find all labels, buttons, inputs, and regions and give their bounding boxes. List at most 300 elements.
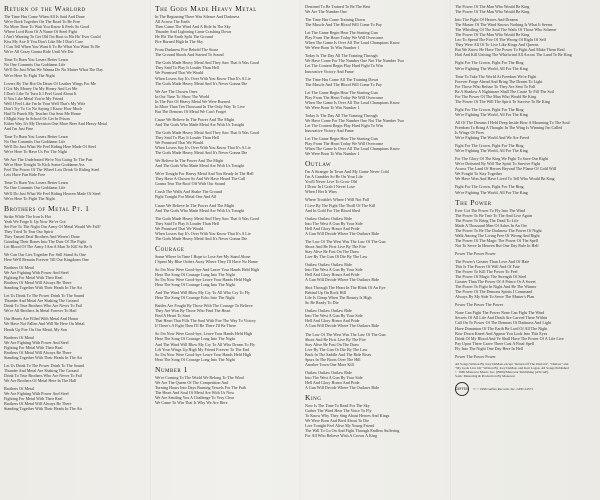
stanza xyxy=(455,156,598,181)
song-the-power xyxy=(455,198,598,359)
lyric-line: I Draw In I Grab I Never Lose xyxy=(305,184,355,190)
lyric-line: Live Tonight Feel Alive My Young Friend xyxy=(305,423,375,429)
lyric-line: Always By My Side To Serve The Master's Plan xyxy=(455,294,535,300)
lyric-line: Life Is Cheap When The Bounty Is High xyxy=(305,295,372,301)
lyric-line: Set Fire To The Night Our Army Of Metal Would We Fall? xyxy=(4,223,101,229)
lyric-line: This Is The Power Of Will And Of Fate xyxy=(455,264,520,270)
lyric-line: They Said To Play It Louder Than Hell xyxy=(155,65,220,71)
stanza xyxy=(455,107,598,117)
lyric-line: We're Tonight For Heavy Metal And You Ready In The Hell xyxy=(155,171,254,177)
lyric-line: Let Blood Of The Army I Am A Man To Kill So Be It xyxy=(4,243,92,249)
lyric-line: Standing Together With Their Heads In The Air xyxy=(4,285,83,291)
song-title: Number 1 xyxy=(155,364,188,374)
lyric-line: We Are Brothers Of Metal Here In The Hall xyxy=(4,377,77,383)
column-1 xyxy=(4,4,147,496)
lyric-line: We Are The Number One xyxy=(305,9,347,15)
lyric-line: We're All Brothers In Metal Forever To Hail xyxy=(4,308,77,314)
lyric-line: Brothers Of Metal Will Always Be There xyxy=(4,280,72,286)
lyric-line: The Power To Be The Darkness The Power Of Night xyxy=(455,227,542,233)
lyric-line: Brothers Of Metal xyxy=(4,265,35,271)
lyric-line: I Might Stay In School Or Get In Prison xyxy=(4,115,70,121)
stanza xyxy=(155,89,298,114)
lyric-line: And The Wind Will Blow My Cry To All Who Dream To Fly xyxy=(155,341,256,347)
credit-line: © 1985 Manowar Music, Inc. (BMI)/Manowar Publishing (ASCAP). xyxy=(455,370,549,375)
lyric-line: Forever Forge Ahead And Bring The Dream To Light xyxy=(455,78,543,84)
lyric-line: Fire Burned High In The Sky xyxy=(155,39,204,45)
lyric-line: Fighting For Metal With Their Real xyxy=(4,396,63,402)
stanza xyxy=(4,386,147,411)
lyric-line: Outlaw Outlaw Outlaw Ride xyxy=(305,308,352,314)
lyric-line: Pay Upon There Grave There Cast A Final Spell xyxy=(455,340,534,346)
lyric-line: Hear The Song Of Courage Long Into The Night xyxy=(155,271,235,277)
lyric-line: No More Time To Wait You Know It Feels So Good xyxy=(4,24,90,30)
stanza xyxy=(305,332,448,367)
lyric-line: Let The Game Begin Hear The Starting Gun xyxy=(305,89,378,95)
lyric-line: We Came To Win That Is Why We Are Here xyxy=(155,399,228,405)
stanza xyxy=(305,53,448,73)
lyric-line: To Know Why They Sing About Heroes And Kings xyxy=(305,413,390,419)
stanza xyxy=(155,47,298,57)
stanza xyxy=(155,171,298,186)
lyric-line: The Power To Kill The Power To Feel xyxy=(455,269,518,275)
lyric-line: So I'm Now Were Good-bye Leave Your Hands Held High xyxy=(155,277,252,283)
lyric-line: We Were Born To Win Number 1 xyxy=(305,104,360,110)
lyric-line: We'll Do Just What We Feel Riding Here Made Of Steel xyxy=(4,144,97,150)
lyric-line: Outlaw Outlaw Outlaw Ride xyxy=(305,261,352,267)
lyric-line: And The Gods Who Made Metal Are With Us Tonight xyxy=(155,163,244,169)
stanza xyxy=(4,180,147,200)
lyric-line: Walk Among The Living Free Of Wrong And Right xyxy=(455,232,540,238)
lyric-line: Hell And Glory Honor And Pride xyxy=(305,318,360,324)
song-title: Outlaw xyxy=(305,159,332,169)
lyric-line: I Can Tell When You Want It To Be What You Want To Be xyxy=(4,44,100,50)
lyric-line: The Power To Fight In Night And Be The Winner xyxy=(455,284,537,290)
lyric-line: We're Here To Have Us For The Night xyxy=(4,149,68,155)
lyric-line: Hear The Song Of Courage Long Into The Night xyxy=(155,282,235,288)
lyric-line: The Law Of The West Was The Law Of The Gun xyxy=(305,331,386,337)
lyric-line: The Power Of The Man Who Would Be King xyxy=(455,32,530,38)
lyric-line: Power The Power Power xyxy=(455,250,496,256)
stanza xyxy=(455,251,598,256)
lyric-line: We Believe In The Power And The Might xyxy=(155,158,224,164)
stanza xyxy=(455,259,598,299)
lyric-line: When The Game Is Over All The Loud Champions Know xyxy=(305,40,400,46)
lyric-line: For The Power Of The Man Who Would Be King xyxy=(455,93,537,99)
lyric-line: Outlaw Outlaw Outlaw Ride xyxy=(305,369,352,375)
lyric-line: I Ain't Wanting To Get Old I'm Bout to Hit Ho' Ever Could xyxy=(4,34,101,40)
stanza xyxy=(455,208,598,248)
lyric-line: Play From The Heart Today We Will Overcome xyxy=(305,141,384,147)
credit-line: All Songs Written By Joey DeMaio except "Return Of The Warlord", "Outlaw" and xyxy=(455,361,569,366)
stanza xyxy=(4,214,147,249)
lyric-line: I Live By The Fight The Thrill Of The Kill xyxy=(305,202,376,208)
lyric-line: Hear The Song Of Courage Long Into The Night xyxy=(155,356,235,362)
column-4 xyxy=(455,4,598,496)
lyric-line: Fighting For Metal With Their Real xyxy=(4,275,63,281)
lyric-line: Into The West A Gun By Your Side xyxy=(305,220,363,226)
lyric-line: No One Commits Our Goddamn Life xyxy=(4,62,66,68)
stanza xyxy=(4,252,147,262)
stanza xyxy=(4,14,147,54)
lyric-line: If There's A Fight Then I'll Be There I'll Be There xyxy=(155,323,237,329)
lyric-line: Stay Alive Be Fast On The Draw xyxy=(305,341,360,347)
lyric-line: They Have A Chosen So And We Have Heard The Call xyxy=(155,176,246,182)
stanza xyxy=(455,17,598,57)
lyric-line: We're Fighting The World And We Are Freed xyxy=(455,135,529,141)
stanza xyxy=(305,239,448,259)
lyric-line: When I Bet It Wins xyxy=(305,189,337,195)
lyric-line: Our Hearts Are Filled With Metal And Honor xyxy=(4,316,79,322)
song-brothers-of-metal-pt-1 xyxy=(4,204,147,412)
lyric-line: We're Here To Fight The Night xyxy=(4,72,55,78)
lyric-line: We're Here To Fight The Night xyxy=(4,195,55,201)
song-king xyxy=(305,393,448,438)
lyric-line: Heads Up Fire On Our Metal, My Son xyxy=(4,326,67,332)
lyric-line: We Are The Queen Of The Competition And xyxy=(155,379,229,385)
lyric-line: We Were Born To Win Number 1 xyxy=(305,45,360,51)
lyric-line: A Gun Will Decide Where The Outlaws Ride xyxy=(305,230,380,236)
lyric-line: Back In The Saddle And The Ride Rises xyxy=(305,351,372,357)
lyric-line: A Gun Will Decide Where The Outlaws Ride xyxy=(305,385,380,390)
lyric-line: The Power Of The Magic The Power Of The Spell xyxy=(455,237,538,243)
stanza xyxy=(305,30,448,50)
song-title: King xyxy=(305,393,322,403)
stanza xyxy=(455,354,598,359)
lyric-line: A Gun Will Decide Where The Outlaws Ride xyxy=(305,277,380,283)
song-title: The Gods Made Heavy Metal xyxy=(155,4,257,13)
lyric-line: Outlaw Outlaw Outlaw Ride xyxy=(305,215,352,221)
lyric-line: We Are Fighting With Power And Steel xyxy=(4,391,69,397)
lyric-line: Fight For The Crown, Fight For The Ring xyxy=(455,184,524,190)
stanza xyxy=(4,57,147,77)
stanza xyxy=(155,375,298,405)
stanza xyxy=(155,267,298,287)
lyric-line: Not To Serve In Heaven But One Day Rule In Hell xyxy=(455,242,539,248)
stanza xyxy=(4,316,147,331)
label-block xyxy=(455,382,598,396)
lyric-line: The Gods Made Heavy Metal And They Saw That It Was Good xyxy=(155,215,259,221)
stanza xyxy=(305,17,448,27)
lyric-line: They Said To Play It Louder Than Hell xyxy=(155,134,220,140)
lyric-line: The Muscle And The Blood Will Come To Pay xyxy=(305,81,382,87)
stanza xyxy=(305,308,448,328)
lyric-line: You'll Never Live To Grow Old xyxy=(305,179,357,185)
lyric-line: The Power To Be True To The And Live Again xyxy=(455,212,532,218)
stanza xyxy=(4,134,147,154)
fold-line xyxy=(150,0,152,500)
lyric-line: The Power Of The Man Who Would Be King xyxy=(455,9,530,15)
lyric-line: Let The Game Begin Hear The Starting Gun xyxy=(305,136,378,142)
lyric-line: We Promised That We Would xyxy=(155,70,204,76)
lyric-line: We Have Won And Have Lived To Tell Who Would Be King xyxy=(455,176,555,182)
lyric-line: All Across The Earth xyxy=(155,19,190,25)
lyric-line: The Master Of The Wind Knows Nothing Is What It Seems xyxy=(455,22,553,28)
song-continued-2 xyxy=(305,4,448,156)
lyric-line: Crush The Walls And Shake The Ground xyxy=(155,189,222,195)
song-title: The Power xyxy=(455,197,492,207)
lyric-line: We'll Do Just What We Wanna Do No Matter What The Day xyxy=(4,67,104,73)
lyric-line: Let The Game Begin Hear The Starting Gun xyxy=(305,30,378,36)
lyric-line: Lift Your Wings Up High My Friend Forever To The End xyxy=(155,346,250,352)
lyric-line: The Power's Greater Than Love And Of Hate xyxy=(455,258,530,264)
stanza xyxy=(155,189,298,199)
lyric-line: Brothers Of Metal xyxy=(4,386,35,391)
lyric-line: Behind Up On Rock Hill xyxy=(305,290,346,296)
lyric-line: Drink To True Brothers Who Are Never To Fail xyxy=(4,303,82,309)
stanza xyxy=(305,169,448,194)
lyric-line: We're Coming To The World We Belong To The Wind xyxy=(155,374,244,380)
lyric-line: We're All Crazy Gonna Ride Until We Die xyxy=(4,49,74,55)
song-outlaw xyxy=(305,159,448,390)
stanza xyxy=(455,4,598,14)
label-logo-icon: GEFFEN xyxy=(455,382,469,396)
lyric-line: Hail And Kill Uniting The Whirlwind All Across The Land To Be King xyxy=(455,52,572,58)
stanza xyxy=(455,310,598,350)
lyric-line: And In Gold For The Blood Shed xyxy=(305,207,360,213)
stanza xyxy=(155,290,298,300)
lyric-line: Standing Together With Their Heads In The Air xyxy=(4,354,83,360)
lyric-line: We're Fighting The World, All For The King xyxy=(455,148,528,154)
lyric-line: Now Is The Time To Read For The Sky xyxy=(305,403,370,409)
lyric-line: Is Wings Of Fires xyxy=(455,130,484,136)
lyric-line: Hell And Glory Honor And Pride xyxy=(305,272,360,278)
lyric-line: Gonna Tear The Roof Off With Our Sound xyxy=(155,181,226,187)
lyric-line: No One Commits Our Goddamn Life xyxy=(4,139,66,145)
lyric-line: Greater Than The Power Of A Prince Or A Sweet xyxy=(455,279,536,285)
lyric-line: Today Is The Day All The Training Through xyxy=(305,53,378,59)
lyric-line: The Power Of Magic The Strength Of Steel xyxy=(455,274,527,280)
lyric-line: We're Fighting The World, All For The King xyxy=(455,189,528,195)
lyric-line: Gather The Wind Hear The Voice To Fly xyxy=(305,408,372,414)
lyric-line: We Have Come For The Number One Not The Number Two xyxy=(305,117,405,123)
lyric-line: If You Like Metal You're My Friend xyxy=(4,95,64,101)
lyric-line: Have Dominion Of The Earth Be Lord Of All The Night xyxy=(455,325,548,331)
lyric-line: Live By The Gun Of Die By The Law xyxy=(305,253,368,259)
lyric-line: We're Fighting The World, All For The King xyxy=(455,111,528,117)
lyric-line: I'm A Stranger In Town And My Game Never Cold xyxy=(305,169,389,175)
lyric-line: Into The West A Gun By Your Side xyxy=(305,313,363,319)
lyric-line: They Were All Of To Live Like Kings And Queens xyxy=(455,42,539,48)
stanza xyxy=(4,81,147,131)
lyric-line: Then Came The Wind And A Hole In The Sky xyxy=(155,24,231,30)
fold-line xyxy=(450,0,452,500)
lyric-line: Drink Of My Blood And Ye Shall Have The Power Of A Life Live xyxy=(455,335,564,341)
lyric-line: The Time Has Come All The Training Down xyxy=(305,76,379,82)
lyric-line: Let The Content Begin Play Hard Fight To Win xyxy=(305,63,383,69)
stanza xyxy=(305,285,448,305)
stanza xyxy=(155,158,298,168)
lyric-line: The Gods Made Heavy Metal And They Saw That It Was Good xyxy=(155,60,259,66)
lyric-line: Freedom To Bring A Thought In The Wing Is Winning I'm Called xyxy=(455,124,563,130)
lyric-line: The Heart And Soul Of Metal Are With Us Now xyxy=(155,389,235,395)
lyric-line: Battles Are Fought By Those With The Courage To Believe xyxy=(155,303,253,309)
lyric-line: Had To Punch My Teacher Out Sent Me Home xyxy=(4,110,81,116)
lyric-line: Live By The Gun Or Die By The Law xyxy=(305,346,368,352)
lyric-line: I Don't Like To Turn It I Feel Good About It xyxy=(4,90,77,96)
lyric-line: I Spent My Blue Orders Away Where They I'll Have No Home xyxy=(155,258,258,264)
lyric-line: In The Beginning There Was Silence And Darkness xyxy=(155,14,240,19)
lyric-line: No One Commits Our Goddamn Life xyxy=(4,185,66,191)
stanza xyxy=(305,77,448,87)
lyric-line: We'll Do Just What We Feel Riding Heaven Made Of Steel xyxy=(4,190,101,196)
lyric-line: Grinding Their Bones Into The Dust Of The Fight xyxy=(4,238,86,244)
lyric-line: Across The Land Of Heroes Beyond The Flame Of Gold Will xyxy=(455,166,557,172)
stanza xyxy=(155,203,298,213)
lyric-line: Time To Burn You Losers Better Learn xyxy=(4,57,68,63)
lyric-line: We Were Born And Bred About To Die xyxy=(305,418,370,424)
stanza xyxy=(455,74,598,104)
stanza xyxy=(155,130,298,155)
lyric-line: Ever Got The Power To Fly Into The Wind xyxy=(455,207,526,213)
stanza xyxy=(4,363,147,383)
lyric-line: Here We'll Remain Forever Till Our Kingdoms One xyxy=(4,256,89,262)
lyric-line: Thunder And Lightning Came Crashing Down xyxy=(155,29,232,35)
lyric-line: Lovers By The Hot On Dawn Of Leather Wings For Me xyxy=(4,80,97,86)
lyric-line: The Whistling Of The Soul The Wails Of Those Who Scheme xyxy=(455,27,557,33)
lyric-line: The Time Has Come Training Down xyxy=(305,17,365,23)
lyric-line: The Muscle And The Blood Will Come To Pay xyxy=(305,22,382,28)
stanza xyxy=(155,216,298,241)
lyric-line: For All Who Believe Wish A Crown A King xyxy=(305,433,378,439)
lyric-line: Kiss My Axe If You Don't Like Me I Don't Care xyxy=(4,39,83,45)
stanza xyxy=(455,143,598,153)
lyric-line: But We Know He Have The Power To Fight And Make Them Real xyxy=(455,47,565,53)
lyric-line: Bow Down Kneel And Appear You Look Into This Eyes xyxy=(455,330,548,336)
lyric-line: Where Trouble's Where I Will Not Fall xyxy=(305,197,369,203)
lyric-line: None Can Fight The Power None Can Fight The Wind xyxy=(455,310,545,316)
lyric-line: Time To Burn You Losers Better Learn xyxy=(4,134,68,140)
lyric-line: We Fought To Stay Together xyxy=(455,171,502,177)
lyric-line: The Law Of The West Was The Law Of The Gun xyxy=(305,238,386,244)
lyric-line: I Got My Money On My Honey And Let Me xyxy=(4,85,78,91)
stanza xyxy=(305,262,448,282)
lyric-line: We Promised That We Would xyxy=(155,140,204,146)
lyric-line: For The Glory Of The King We Fight To Save Our Right xyxy=(455,156,549,162)
lyric-line: We're Defeated By Will The Spirit To Survive Fight xyxy=(455,161,541,167)
stanza xyxy=(4,293,147,313)
lyric-line: When Losers Say It's Over With You Know That It's A Lie xyxy=(155,230,251,236)
lyric-line: They Are Won By Those Who Find The Heart xyxy=(155,308,231,314)
lyric-line: Shoot And Be First Live By The Fire xyxy=(305,243,366,249)
lyric-line: When Losers Say It's Over With You Know That It's A Lie xyxy=(155,145,251,151)
lyric-line: So I'm Now Were Good-bye, Leave Your Hands Held High xyxy=(155,331,253,337)
lyric-line: Call On To Power Of The Demons Of Darkness And Light xyxy=(455,320,552,326)
stanza xyxy=(305,216,448,236)
lyric-line: Fight For The Crown, Fight For The Ring xyxy=(455,60,524,66)
lyric-line: Made A Thousand Men Of Ashes In An Ore xyxy=(455,222,528,228)
stanza xyxy=(155,303,298,328)
lyric-line: We Are Fighting With Power And Steel xyxy=(4,270,69,276)
song-courage xyxy=(155,244,298,362)
lyric-line: Cause We Believe In The Power And The Might xyxy=(155,116,235,122)
stanza xyxy=(455,184,598,194)
lyric-line: From Darkness Fire Behold The Stone xyxy=(155,47,219,53)
column-2 xyxy=(155,4,298,496)
lyric-line: And I'm Just Fine xyxy=(4,125,34,131)
lyric-line: Fighting For Metal With Their Real xyxy=(4,344,63,350)
stanza xyxy=(155,254,298,264)
lyric-line: We're Here Tonight To Kick Some Goddamn Ass xyxy=(4,162,85,168)
lyric-line: Brothers Of Metal Will Always Be There xyxy=(4,349,72,355)
lyric-line: Secrets Of All Life And Death Are Carved There Within xyxy=(455,315,548,321)
lyric-line: Play From The Heart Today We Will Overcome xyxy=(305,35,384,41)
lyric-line: The Will To Go On And Fight Through Endless Suffering xyxy=(305,428,400,434)
lyric-line: They Said To Play It Louder Than Hell xyxy=(155,220,220,226)
lyric-line: In The Fire Of Heavy Metal We Were Burned xyxy=(155,98,230,104)
stanza xyxy=(155,60,298,85)
lyric-line: We're Fighting The World, All For The King xyxy=(455,65,528,71)
lyric-line: In More Than Ten Thousand In The Only Way To Live xyxy=(155,103,245,109)
lyric-line: Either Way It's My Decision One More Beer And Heavy Metal xyxy=(4,120,108,126)
lyric-line: Power The Power The Power xyxy=(455,302,504,308)
song-title: Return of the Warlord xyxy=(4,4,86,13)
lyric-line: Turning Hours Into Days Burning Vessels For The Path xyxy=(155,384,246,390)
lyric-line: Innovative Victory And Fame xyxy=(305,127,354,133)
lyric-line: They Tried To Tear Our Spirit xyxy=(4,228,53,234)
stanza xyxy=(4,157,147,177)
lyric-line: We Promised That We Would xyxy=(155,225,204,231)
lyric-line: We Are The Chosen Ones xyxy=(155,88,198,94)
lyric-line: Shoot And Be First Live By The Fire xyxy=(305,336,366,342)
stanza xyxy=(155,14,298,44)
lyric-line: Strike While The Iron Is Hot xyxy=(4,213,52,219)
credit-line: "My Gods Live On" Written By Joey DeMaio and Karl Logan. All Songs Published xyxy=(455,366,569,371)
lyric-line: Cause We Believe In The Power And The Might xyxy=(155,202,235,208)
lyric-line: And The Wind Will Blow My Cry To All Who Cry To Fly xyxy=(155,290,251,296)
lyric-line: That Heart That Fills The Soul With Fire The Way To Victory xyxy=(155,318,256,324)
stanza xyxy=(455,60,598,70)
stanza xyxy=(4,335,147,360)
song-return-of-the-warlord xyxy=(4,4,147,201)
lyric-line: We Are Sending You A Challenge To Very Clear xyxy=(155,394,235,400)
lyric-line: Innovative Victory And Fame xyxy=(305,68,354,74)
lyric-line: And The Gods Who Made Metal Are With Us Tonight xyxy=(155,121,244,127)
lyric-line: When The Game Is Over All The Loud Champions Know xyxy=(305,99,400,105)
lyric-line: When Losers Say It's Over With You Know That It's A Lie xyxy=(155,75,251,81)
lyric-line: Thunder And Metal Are Shaking The Ground xyxy=(4,298,79,304)
lyric-line: Standing Together With Their Heads In The Air xyxy=(4,406,83,412)
lyric-line: For Those Who Refuse To They Are Sent To Fall xyxy=(455,83,536,89)
lyric-line: Fight For The Crown, Fight For The Ring xyxy=(455,106,524,112)
song-the-gods-made-heavy-metal xyxy=(155,4,298,241)
lyric-line: Let Us Drink To The Power Drink To The Sound xyxy=(4,293,85,299)
lyric-line: The Ground Shook And Started To Sound xyxy=(155,52,224,58)
lyric-line: Thunder And Metal Are Shaking The Ground xyxy=(4,367,79,373)
lyric-line: We're Back Together On The Road To Be Free xyxy=(4,19,81,25)
lyric-line: Fight For The Crown, Fight For The Ring xyxy=(455,143,524,149)
lyric-line: Into The West A Gun By Your Side xyxy=(305,374,363,380)
lyric-line: Hell And Glory Honor And Pride xyxy=(305,379,360,385)
lyric-line: Shot Through The Heart In The Blink Of An Eye xyxy=(305,285,386,291)
lyric-line: I'm A Gambler So Be On Your Life xyxy=(305,174,363,180)
credit-line: Sonic Mastering & Production By Manowar xyxy=(455,374,516,379)
lyric-line: So I'm Now Were Good-bye And Leave Your Hands Held High xyxy=(155,266,259,272)
lyric-line: Yeah We Forge It Up Now We've Got xyxy=(4,218,66,224)
lyric-line: Into The Fight Of Heroes And Dreams xyxy=(455,17,519,23)
lyric-line: When The Game Is Over All The Loud Champions Know xyxy=(305,146,400,152)
lyric-line: Feel The Power Of The Wheel Lets Drink To Riding Steel xyxy=(4,167,100,173)
song-title: Courage xyxy=(155,243,185,253)
lyric-line: Into The West A Gun By Your Side xyxy=(305,267,363,273)
stanza xyxy=(305,136,448,156)
stanza xyxy=(305,370,448,390)
fold-line xyxy=(300,0,302,500)
lyric-line: In Our Time To Show The World xyxy=(155,93,210,99)
stanza xyxy=(155,117,298,127)
lyric-line: Stay Alive Be Fast On The Draw xyxy=(305,248,360,254)
lyric-line: Spurs In The Boots Over The Hill xyxy=(305,356,361,362)
stanza xyxy=(4,265,147,290)
